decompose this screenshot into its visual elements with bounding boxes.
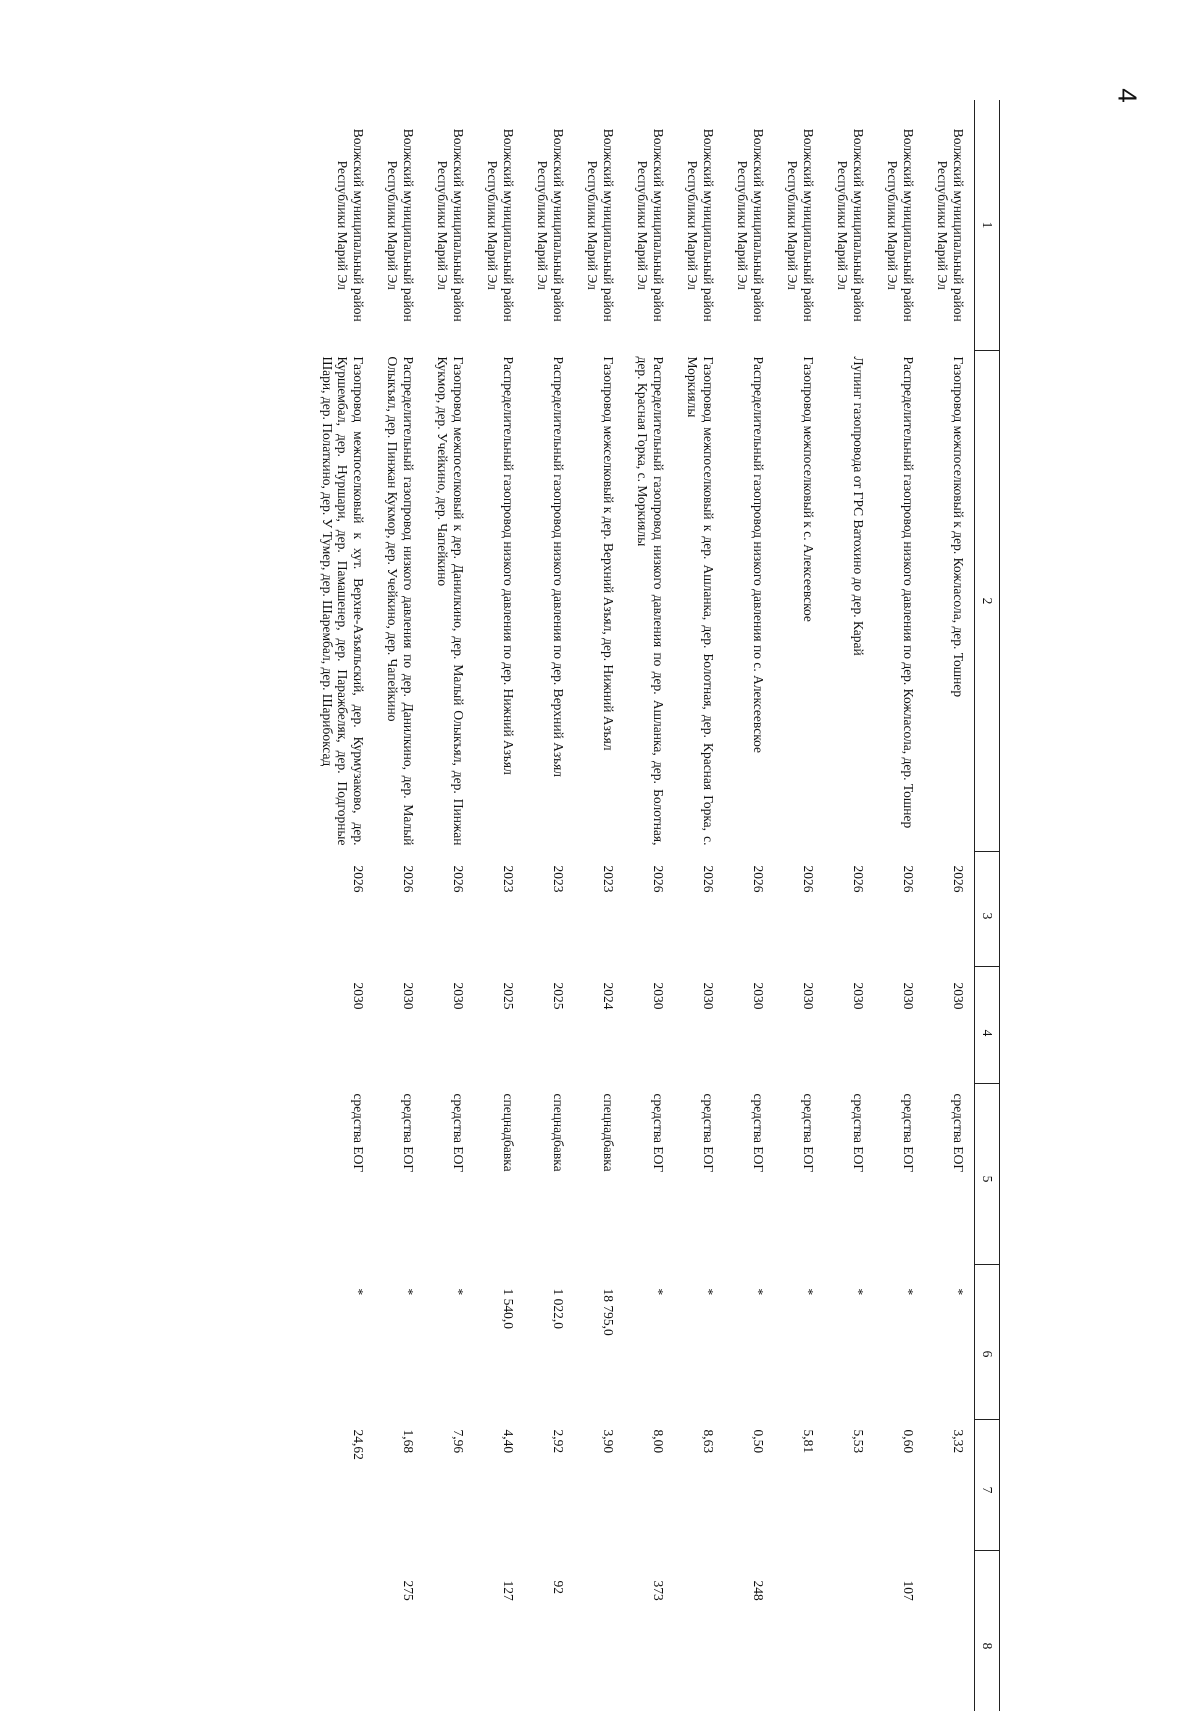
column-header-3: 3 [975, 852, 1000, 967]
cell-funding-source: средства ЕОГ [313, 1084, 374, 1265]
table-row [674, 100, 724, 1711]
cell-length: 24,62 [313, 1420, 374, 1551]
table-row [824, 100, 874, 1711]
cell-cost: * [374, 1265, 424, 1420]
cell-object-name: Распределительный газопровод низкого давления по дер. Верхний Азъял [524, 351, 574, 852]
cell-length: 8,63 [674, 1420, 724, 1551]
cell-length: 7,96 [424, 1420, 474, 1551]
cell-count [574, 1551, 624, 1711]
cell-start-year: 2023 [474, 852, 524, 967]
cell-count [924, 1551, 975, 1711]
cell-district: Волжский муниципальный район Республики Марий Эл [424, 100, 474, 351]
cell-cost: * [924, 1265, 975, 1420]
cell-start-year: 2026 [313, 852, 374, 967]
cell-start-year: 2026 [374, 852, 424, 967]
cell-length: 5,53 [824, 1420, 874, 1551]
cell-count [674, 1551, 724, 1711]
table-row [424, 100, 474, 1711]
cell-start-year: 2026 [824, 852, 874, 967]
table-row [724, 100, 774, 1711]
cell-length: 3,32 [924, 1420, 975, 1551]
cell-start-year: 2026 [624, 852, 674, 967]
cell-count: 127 [474, 1551, 524, 1711]
table-row [574, 100, 624, 1711]
cell-count: 373 [624, 1551, 674, 1711]
cell-end-year: 2025 [474, 967, 524, 1084]
cell-cost: * [874, 1265, 924, 1420]
cell-cost: 1 022,0 [524, 1265, 574, 1420]
cell-end-year: 2030 [424, 967, 474, 1084]
table-row [474, 100, 524, 1711]
column-header-5: 5 [975, 1084, 1000, 1265]
cell-funding-source: спецнадбавка [474, 1084, 524, 1265]
cell-district: Волжский муниципальный район Республики Марий Эл [724, 100, 774, 351]
cell-end-year: 2030 [624, 967, 674, 1084]
cell-count [774, 1551, 824, 1711]
column-header-7: 7 [975, 1420, 1000, 1551]
cell-length: 1,68 [374, 1420, 424, 1551]
cell-length: 3,90 [574, 1420, 624, 1551]
cell-count: 275 [374, 1551, 424, 1711]
cell-funding-source: спецнадбавка [574, 1084, 624, 1265]
table-row [924, 100, 975, 1711]
cell-length: 5,81 [774, 1420, 824, 1551]
table-header-row [975, 100, 1000, 1711]
cell-end-year: 2030 [924, 967, 975, 1084]
table-sheet [200, 100, 1000, 1600]
table-row [374, 100, 424, 1711]
cell-district: Волжский муниципальный район Республики Марий Эл [624, 100, 674, 351]
cell-district: Волжский муниципальный район Республики Марий Эл [474, 100, 524, 351]
cell-funding-source: средства ЕОГ [624, 1084, 674, 1265]
cell-count: 107 [874, 1551, 924, 1711]
cell-end-year: 2030 [874, 967, 924, 1084]
cell-end-year: 2030 [374, 967, 424, 1084]
cell-end-year: 2030 [674, 967, 724, 1084]
cell-object-name: Газопровод межпоселковый к дер. Ашланка, дер. Болотная, дер. Красная Горка, с. Моркиялы [674, 351, 724, 852]
cell-start-year: 2026 [924, 852, 975, 967]
cell-district: Волжский муниципальный район Республики Марий Эл [524, 100, 574, 351]
cell-district: Волжский муниципальный район Республики Марий Эл [313, 100, 374, 351]
cell-funding-source: средства ЕОГ [374, 1084, 424, 1265]
cell-funding-source: спецнадбавка [524, 1084, 574, 1265]
column-header-4: 4 [975, 967, 1000, 1084]
cell-count [824, 1551, 874, 1711]
cell-end-year: 2030 [313, 967, 374, 1084]
cell-district: Волжский муниципальный район Республики Марий Эл [574, 100, 624, 351]
column-header-8: 8 [975, 1551, 1000, 1711]
cell-count: 92 [524, 1551, 574, 1711]
cell-end-year: 2025 [524, 967, 574, 1084]
cell-cost: * [313, 1265, 374, 1420]
cell-length: 0,60 [874, 1420, 924, 1551]
cell-cost: * [674, 1265, 724, 1420]
cell-district: Волжский муниципальный район Республики Марий Эл [874, 100, 924, 351]
cell-funding-source: средства ЕОГ [724, 1084, 774, 1265]
table-row [313, 100, 374, 1711]
cell-district: Волжский муниципальный район Республики Марий Эл [824, 100, 874, 351]
cell-start-year: 2026 [774, 852, 824, 967]
cell-cost: 18 795,0 [574, 1265, 624, 1420]
column-header-1: 1 [975, 100, 1000, 351]
cell-start-year: 2023 [574, 852, 624, 967]
cell-district: Волжский муниципальный район Республики Марий Эл [774, 100, 824, 351]
cell-start-year: 2026 [424, 852, 474, 967]
cell-length: 8,00 [624, 1420, 674, 1551]
cell-start-year: 2026 [724, 852, 774, 967]
cell-cost: * [624, 1265, 674, 1420]
cell-district: Волжский муниципальный район Республики Марий Эл [924, 100, 975, 351]
cell-length: 2,92 [524, 1420, 574, 1551]
cell-object-name: Газопровод межпоселковый к дер. Данилкино, дер. Малый Олыкъял, дер. Пинжан Кукмор, дер. Учейкино, дер. Чапейкино [424, 351, 474, 852]
cell-cost: * [824, 1265, 874, 1420]
cell-object-name: Лупинг газопровода от ГРС Ватохино до дер. Карай [824, 351, 874, 852]
cell-object-name: Распределительный газопровод низкого давления по дер. Кожласола, дер. Тошнер [874, 351, 924, 852]
cell-cost: * [424, 1265, 474, 1420]
cell-count [313, 1551, 374, 1711]
cell-object-name: Распределительный газопровод низкого давления по с. Алексеевское [724, 351, 774, 852]
cell-start-year: 2026 [874, 852, 924, 967]
cell-count: 248 [724, 1551, 774, 1711]
table-row [524, 100, 574, 1711]
cell-object-name: Распределительный газопровод низкого давления по дер. Ашланка, дер. Болотная, дер. Красная Горка, с. Моркиялы [624, 351, 674, 852]
cell-end-year: 2030 [724, 967, 774, 1084]
cell-funding-source: средства ЕОГ [774, 1084, 824, 1265]
cell-cost: * [724, 1265, 774, 1420]
column-header-2: 2 [975, 351, 1000, 852]
cell-end-year: 2030 [824, 967, 874, 1084]
page-number: 4 [1112, 88, 1143, 102]
table-body [313, 100, 974, 1711]
gas-program-table [313, 100, 1000, 1711]
cell-cost: 1 540,0 [474, 1265, 524, 1420]
cell-object-name: Распределительный газопровод низкого давления по дер. Нижний Азъял [474, 351, 524, 852]
cell-district: Волжский муниципальный район Республики Марий Эл [374, 100, 424, 351]
column-header-6: 6 [975, 1265, 1000, 1420]
cell-object-name: Газопровод межпоселковый к хут. Верхне-Азъяльский, дер. Курмузаково, дер. Куршембал, дер. Нуршари, дер. Памашенер, дер. Паражбеляк, дер. Подгорные Шари, дер. Полаткино, дер. У Тумер, дер. Шарембал, дер. Шарибоксад [313, 351, 374, 852]
table-row [874, 100, 924, 1711]
cell-cost: * [774, 1265, 824, 1420]
table-row [774, 100, 824, 1711]
cell-start-year: 2023 [524, 852, 574, 967]
cell-funding-source: средства ЕОГ [674, 1084, 724, 1265]
cell-object-name: Распределительный газопровод низкого давления по дер. Данилкино, дер. Малый Олыкъял, дер. Пинжан Кукмор, дер. Учейкино, дер. Чапейкино [374, 351, 424, 852]
cell-end-year: 2030 [774, 967, 824, 1084]
cell-district: Волжский муниципальный район Республики Марий Эл [674, 100, 724, 351]
cell-length: 0,50 [724, 1420, 774, 1551]
cell-end-year: 2024 [574, 967, 624, 1084]
cell-object-name: Газопровод межпоселковый к дер. Кожласола, дер. Тошнер [924, 351, 975, 852]
cell-funding-source: средства ЕОГ [924, 1084, 975, 1265]
cell-length: 4,40 [474, 1420, 524, 1551]
cell-funding-source: средства ЕОГ [824, 1084, 874, 1265]
cell-count [424, 1551, 474, 1711]
cell-object-name: Газопровод межселковый к дер. Верхний Азъял, дер. Нижний Азъял [574, 351, 624, 852]
cell-start-year: 2026 [674, 852, 724, 967]
table-row [624, 100, 674, 1711]
cell-funding-source: средства ЕОГ [874, 1084, 924, 1265]
cell-object-name: Газопровод межпоселковый к с. Алексеевское [774, 351, 824, 852]
cell-funding-source: средства ЕОГ [424, 1084, 474, 1265]
